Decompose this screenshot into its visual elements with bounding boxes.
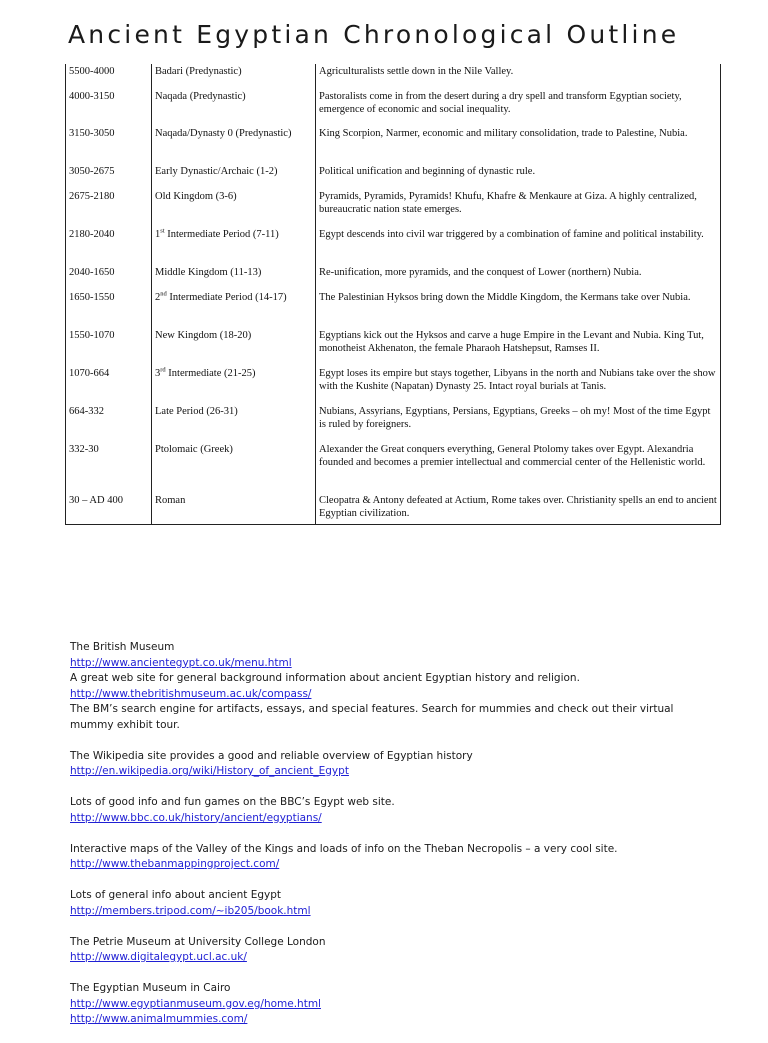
period-ordinal-number: 3	[155, 368, 161, 379]
chronology-row	[66, 366, 721, 404]
period-ordinal-number: 2	[155, 292, 161, 303]
description-cell: King Scorpion, Narmer, economic and military consolidation, trade to Palestine, Nubia.	[316, 126, 721, 164]
resource-link[interactable]: http://www.thebanmappingproject.com/	[70, 858, 280, 870]
description-cell: Cleopatra & Antony defeated at Actium, Rome takes over. Christianity spells an end to ancient Egyptian civilization.	[316, 493, 721, 524]
resource-link[interactable]: http://en.wikipedia.org/wiki/History_of_ancient_Egypt	[70, 765, 349, 777]
resource-link[interactable]: http://www.ancientegypt.co.uk/menu.html	[70, 656, 292, 669]
date-range-cell: 3150-3050	[66, 126, 152, 164]
period-cell: New Kingdom (18-20)	[152, 328, 316, 366]
date-range-cell: 5500-4000	[66, 64, 152, 89]
chronology-row	[66, 64, 721, 89]
resource-link[interactable]: http://members.tripod.com/~ib205/book.html	[70, 904, 311, 917]
resource-description: A great web site for general background information about ancient Egyptian history and religion.	[70, 672, 580, 684]
period-name: Intermediate Period (7-11)	[164, 229, 279, 240]
resource-description: Lots of general info about ancient Egypt	[70, 889, 282, 901]
date-range-cell: 1070-664	[66, 366, 152, 404]
period-cell	[152, 366, 316, 404]
date-range-cell: 1650-1550	[66, 290, 152, 328]
chronology-table-body	[66, 64, 721, 524]
resource-block	[70, 749, 730, 780]
description-cell: The Palestinian Hyksos bring down the Middle Kingdom, the Kermans take over Nubia.	[316, 290, 721, 328]
page-title: Ancient Egyptian Chronological Outline	[68, 20, 680, 49]
description-cell: Pyramids, Pyramids, Pyramids! Khufu, Khafre & Menkaure at Giza. A highly centralized, bureaucratic nation state emerges.	[316, 189, 721, 227]
chronology-row	[66, 89, 721, 126]
description-cell: Egypt loses its empire but stays together, Libyans in the north and Nubians take over the show with the Kushite (Napatan) Dynasty 25. Intact royal burials at Tanis.	[316, 366, 721, 404]
date-range-cell: 2040-1650	[66, 265, 152, 290]
period-name: Intermediate (21-25)	[165, 368, 256, 379]
resource-block	[70, 842, 730, 873]
period-cell: Naqada/Dynasty 0 (Predynastic)	[152, 126, 316, 164]
period-cell: Ptolomaic (Greek)	[152, 442, 316, 493]
date-range-cell: 2675-2180	[66, 189, 152, 227]
resource-description: The Egyptian Museum in Cairo	[70, 982, 231, 994]
chronology-row	[66, 442, 721, 493]
description-cell: Egypt descends into civil war triggered by a combination of famine and political instability.	[316, 227, 721, 265]
description-cell: Alexander the Great conquers everything, General Ptolomy takes over Egypt. Alexandria founded and becomes a premier intellectual and commercial center of the Hellenistic world.	[316, 442, 721, 493]
period-name: Intermediate Period (14-17)	[166, 292, 287, 303]
resource-block	[70, 981, 730, 1028]
description-cell: Re-unification, more pyramids, and the conquest of Lower (northern) Nubia.	[316, 265, 721, 290]
period-ordinal-suffix: st	[160, 227, 165, 235]
resource-block	[70, 935, 730, 966]
chronology-row	[66, 290, 721, 328]
date-range-cell: 3050-2675	[66, 164, 152, 189]
description-cell: Egyptians kick out the Hyksos and carve a huge Empire in the Levant and Nubia. King Tut, monotheist Akhenaton, the female Pharaoh Hatshepsut, Ramses II.	[316, 328, 721, 366]
period-cell	[152, 227, 316, 265]
resource-description: The British Museum	[70, 641, 175, 653]
resource-description: Lots of good info and fun games on the BBC’s Egypt web site.	[70, 796, 395, 808]
date-range-cell: 1550-1070	[66, 328, 152, 366]
resource-block	[70, 795, 730, 826]
resource-description: Interactive maps of the Valley of the Kings and loads of info on the Theban Necropolis – a very cool site.	[70, 842, 618, 855]
date-range-cell: 664-332	[66, 404, 152, 442]
period-ordinal-suffix: nd	[160, 290, 167, 298]
chronology-row	[66, 164, 721, 189]
chronology-row	[66, 404, 721, 442]
resource-description: The Wikipedia site provides a good and reliable overview of Egyptian history	[70, 749, 473, 762]
date-range-cell: 332-30	[66, 442, 152, 493]
period-cell: Early Dynastic/Archaic (1-2)	[152, 164, 316, 189]
date-range-cell: 2180-2040	[66, 227, 152, 265]
period-ordinal-number: 1	[155, 229, 161, 240]
description-cell: Nubians, Assyrians, Egyptians, Persians, Egyptians, Greeks – oh my! Most of the time Egypt is ruled by foreigners.	[316, 404, 721, 442]
chronology-row	[66, 265, 721, 290]
resource-description: The BM’s search engine for artifacts, essays, and special features. Search for mummies and check out their virtual	[70, 703, 674, 715]
resources-section	[70, 640, 730, 1043]
resource-link[interactable]: http://www.animalmummies.com/	[70, 1013, 248, 1025]
resource-block	[70, 640, 730, 733]
description-cell: Political unification and beginning of dynastic rule.	[316, 164, 721, 189]
resource-description: The Petrie Museum at University College London	[70, 935, 326, 948]
chronology-row	[66, 189, 721, 227]
period-ordinal-suffix: rd	[160, 366, 166, 374]
resource-link[interactable]: http://www.thebritishmuseum.ac.uk/compass/	[70, 687, 312, 700]
resource-description: mummy exhibit tour.	[70, 718, 180, 731]
period-cell: Roman	[152, 493, 316, 524]
period-cell	[152, 290, 316, 328]
period-cell: Badari (Predynastic)	[152, 64, 316, 89]
chronology-row	[66, 126, 721, 164]
chronology-table	[65, 64, 721, 525]
period-cell: Old Kingdom (3-6)	[152, 189, 316, 227]
resource-link[interactable]: http://www.egyptianmuseum.gov.eg/home.html	[70, 997, 321, 1010]
chronology-row	[66, 227, 721, 265]
resource-link[interactable]: http://www.digitalegypt.ucl.ac.uk/	[70, 951, 247, 963]
date-range-cell: 4000-3150	[66, 89, 152, 126]
description-cell: Agriculturalists settle down in the Nile Valley.	[316, 64, 721, 89]
period-cell: Late Period (26-31)	[152, 404, 316, 442]
period-cell: Middle Kingdom (11-13)	[152, 265, 316, 290]
chronology-row	[66, 493, 721, 524]
period-cell: Naqada (Predynastic)	[152, 89, 316, 126]
chronology-row	[66, 328, 721, 366]
resource-block	[70, 888, 730, 919]
resource-link[interactable]: http://www.bbc.co.uk/history/ancient/egyptians/	[70, 811, 322, 824]
date-range-cell: 30 – AD 400	[66, 493, 152, 524]
description-cell: Pastoralists come in from the desert during a dry spell and transform Egyptian society, emergence of economic and social inequality.	[316, 89, 721, 126]
